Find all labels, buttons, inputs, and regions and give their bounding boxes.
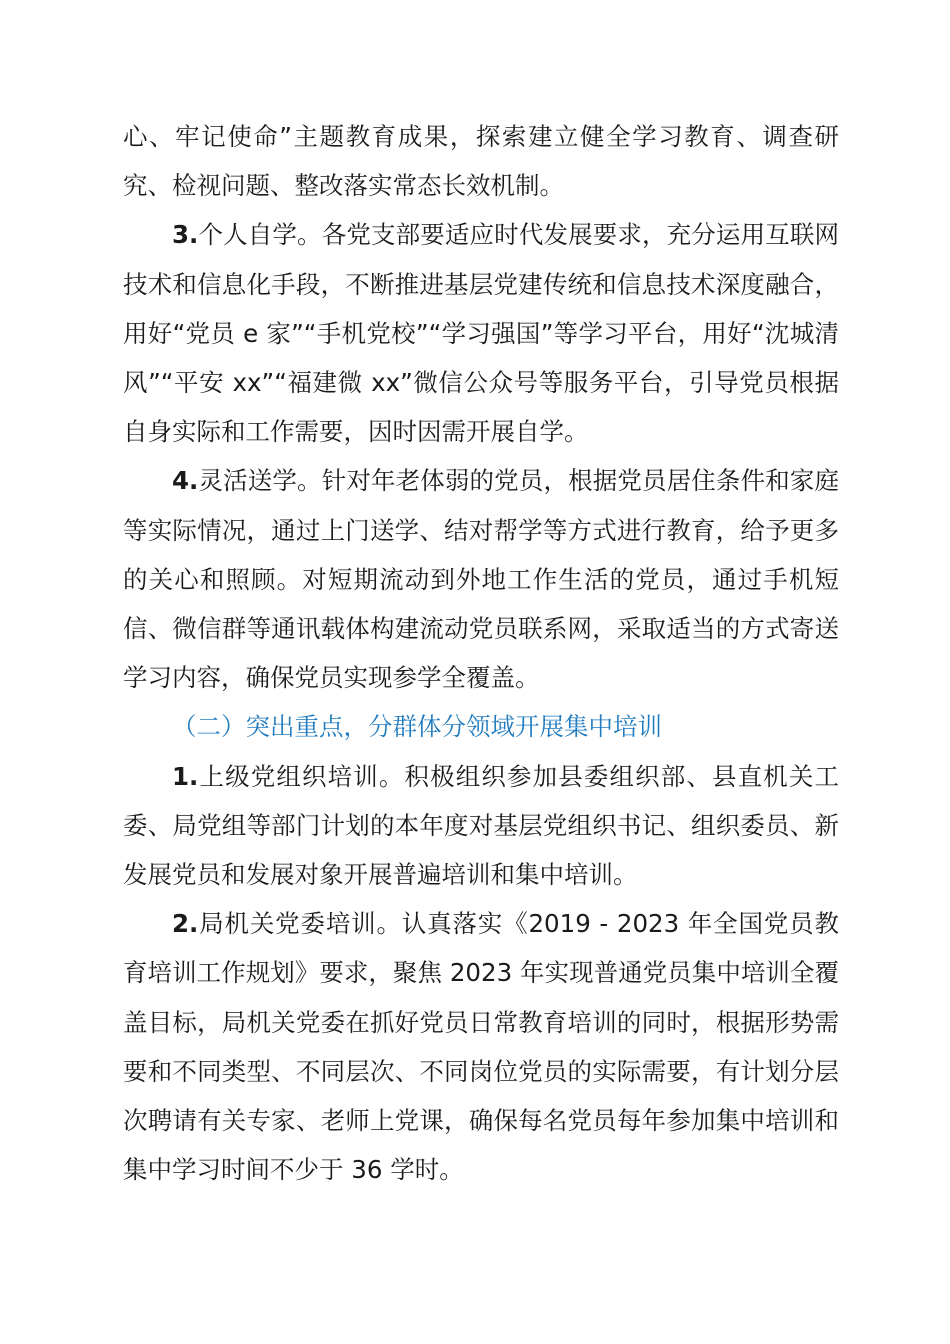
paragraph-flexible-study [123, 456, 839, 702]
item-number: 1. [172, 761, 199, 791]
item-number: 2. [172, 909, 199, 939]
paragraph-bureau-training [123, 899, 839, 1194]
paragraph-text: 局机关党委培训。认真落实《2019 - 2023 年全国党员教育培训工作规划》要求，聚焦 2023 年实现普通党员集中培训全覆盖目标，局机关党委在抓好党员日常教育培训的同时，根据形势需要和不同类型、不同层次、不同岗位党员的实际需要，有计划分层次聘请有关专家、老师上党课，确保每名党员每年参加集中培训和集中学习时间不少于 36 学时。 [123, 909, 839, 1185]
paragraph-text: 灵活送学。针对年老体弱的党员，根据党员居住条件和家庭等实际情况，通过上门送学、结对帮学等方式进行教育，给予更多的关心和照顾。对短期流动到外地工作生活的党员，通过手机短信、微信群等通讯载体构建流动党员联系网，采取适当的方式寄送学习内容，确保党员实现参学全覆盖。 [123, 466, 839, 693]
item-number: 4. [172, 466, 199, 496]
paragraph-continuation: 心、牢记使命”主题教育成果，探索建立健全学习教育、调查研究、检视问题、整改落实常态长效机制。 [123, 122, 839, 201]
paragraph-text: 上级党组织培训。积极组织参加县委组织部、县直机关工委、局党组等部门计划的本年度对基层党组织书记、组织委员、新发展党员和发展对象开展普遍培训和集中培训。 [123, 761, 839, 890]
item-number: 3. [172, 220, 199, 250]
paragraph-text: 个人自学。各党支部要适应时代发展要求，充分运用互联网技术和信息化手段，不断推进基层党建传统和信息技术深度融合，用好“党员 e 家”“手机党校”“学习强国”等学习平台，用好“沈城清风”“平安 xx”“福建微 xx”微信公众号等服务平台，引导党员根据自身实际和工作需要，因时因需开展自学。 [123, 220, 839, 447]
document-page [123, 112, 839, 1194]
paragraph-self-study [123, 210, 839, 456]
section-heading: （二）突出重点，分群体分领域开展集中培训 [172, 712, 662, 742]
paragraph-superior-training [123, 752, 839, 900]
